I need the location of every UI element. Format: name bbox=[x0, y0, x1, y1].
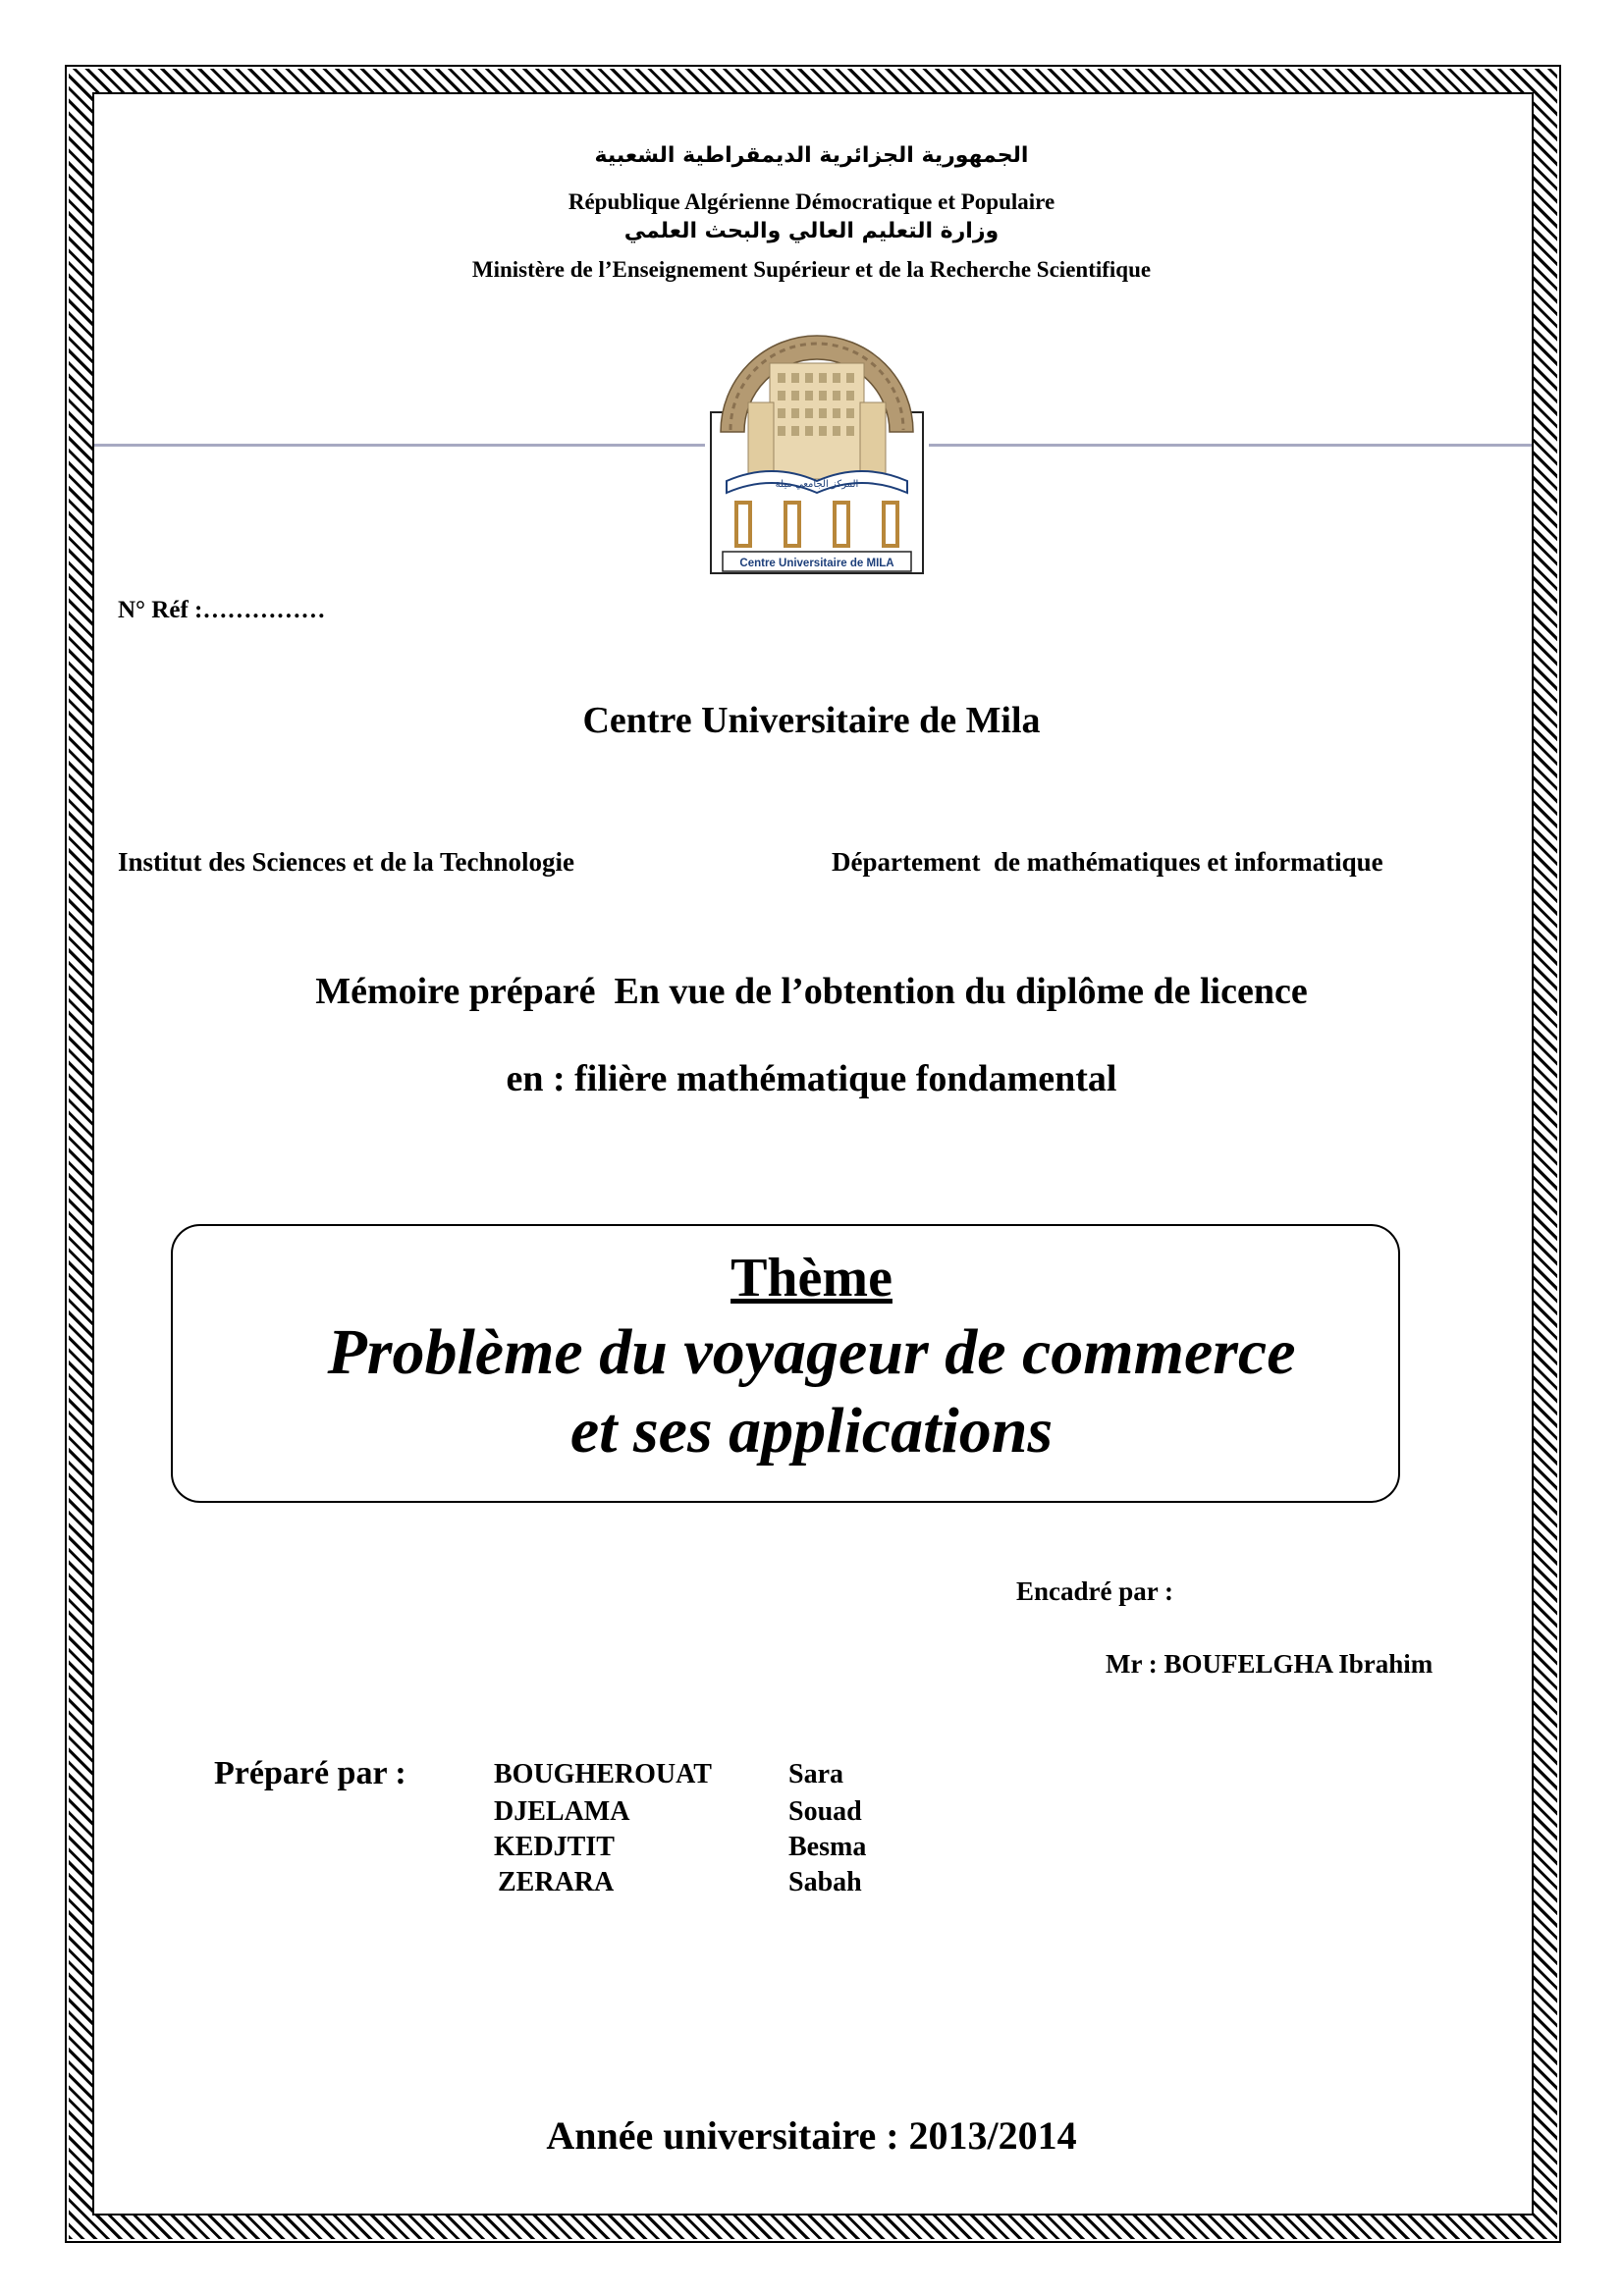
student-entry bbox=[494, 1832, 866, 1863]
supervisor-label: Encadré par : bbox=[1016, 1576, 1173, 1606]
header-rule-left bbox=[94, 444, 705, 447]
memoire-line-1: Mémoire préparé En vue de l’obtention du diplôme de licence bbox=[315, 971, 1308, 1012]
student-last-name: ZERARA bbox=[498, 1867, 615, 1897]
student-last-name: KEDJTIT bbox=[494, 1832, 615, 1862]
logo-arabic-caption: المركز الجامعي ميلة bbox=[775, 479, 859, 490]
student-entry bbox=[498, 1867, 862, 1898]
student-first-name: Souad bbox=[788, 1796, 862, 1827]
institut-name: Institut des Sciences et de la Technologie bbox=[118, 847, 575, 877]
student-entry bbox=[494, 1759, 843, 1790]
centre-title: Centre Universitaire de Mila bbox=[582, 700, 1041, 741]
ministry-heading: Ministère de l’Enseignement Supérieur et de la Recherche Scientifique bbox=[471, 257, 1152, 282]
republic-heading: République Algérienne Démocratique et Populaire bbox=[568, 189, 1055, 214]
student-last-name: DJELAMA bbox=[494, 1796, 630, 1827]
student-last-name: BOUGHEROUAT bbox=[494, 1759, 712, 1789]
theme-label: Thème bbox=[730, 1248, 893, 1308]
reference-number: N° Réf :…………… bbox=[118, 597, 326, 623]
theme-title-line-1: Problème du voyageur de commerce bbox=[327, 1316, 1296, 1388]
student-first-name: Sara bbox=[788, 1759, 843, 1789]
student-entry bbox=[494, 1796, 862, 1828]
logo-caption: Centre Universitaire de MILA bbox=[739, 558, 894, 569]
academic-year: Année universitaire : 2013/2014 bbox=[546, 2113, 1077, 2158]
students-label: Préparé par : bbox=[214, 1755, 406, 1791]
student-first-name: Besma bbox=[788, 1832, 867, 1862]
header-rule-right bbox=[929, 444, 1532, 447]
student-first-name: Sabah bbox=[788, 1867, 862, 1897]
arabic-ministry-heading: وزارة التعليم العالي والبحث العلمي bbox=[623, 219, 1000, 243]
departement-name: Département de mathématiques et informatique bbox=[832, 847, 1383, 877]
theme-title-line-2: et ses applications bbox=[569, 1395, 1054, 1467]
university-logo bbox=[709, 324, 925, 575]
supervisor-name: Mr : BOUFELGHA Ibrahim bbox=[1106, 1649, 1434, 1679]
memoire-line-2: en : filière mathématique fondamental bbox=[506, 1058, 1117, 1099]
arabic-republic-heading: الجمهورية الجزائرية الديمقراطية الشعبية bbox=[594, 143, 1029, 168]
